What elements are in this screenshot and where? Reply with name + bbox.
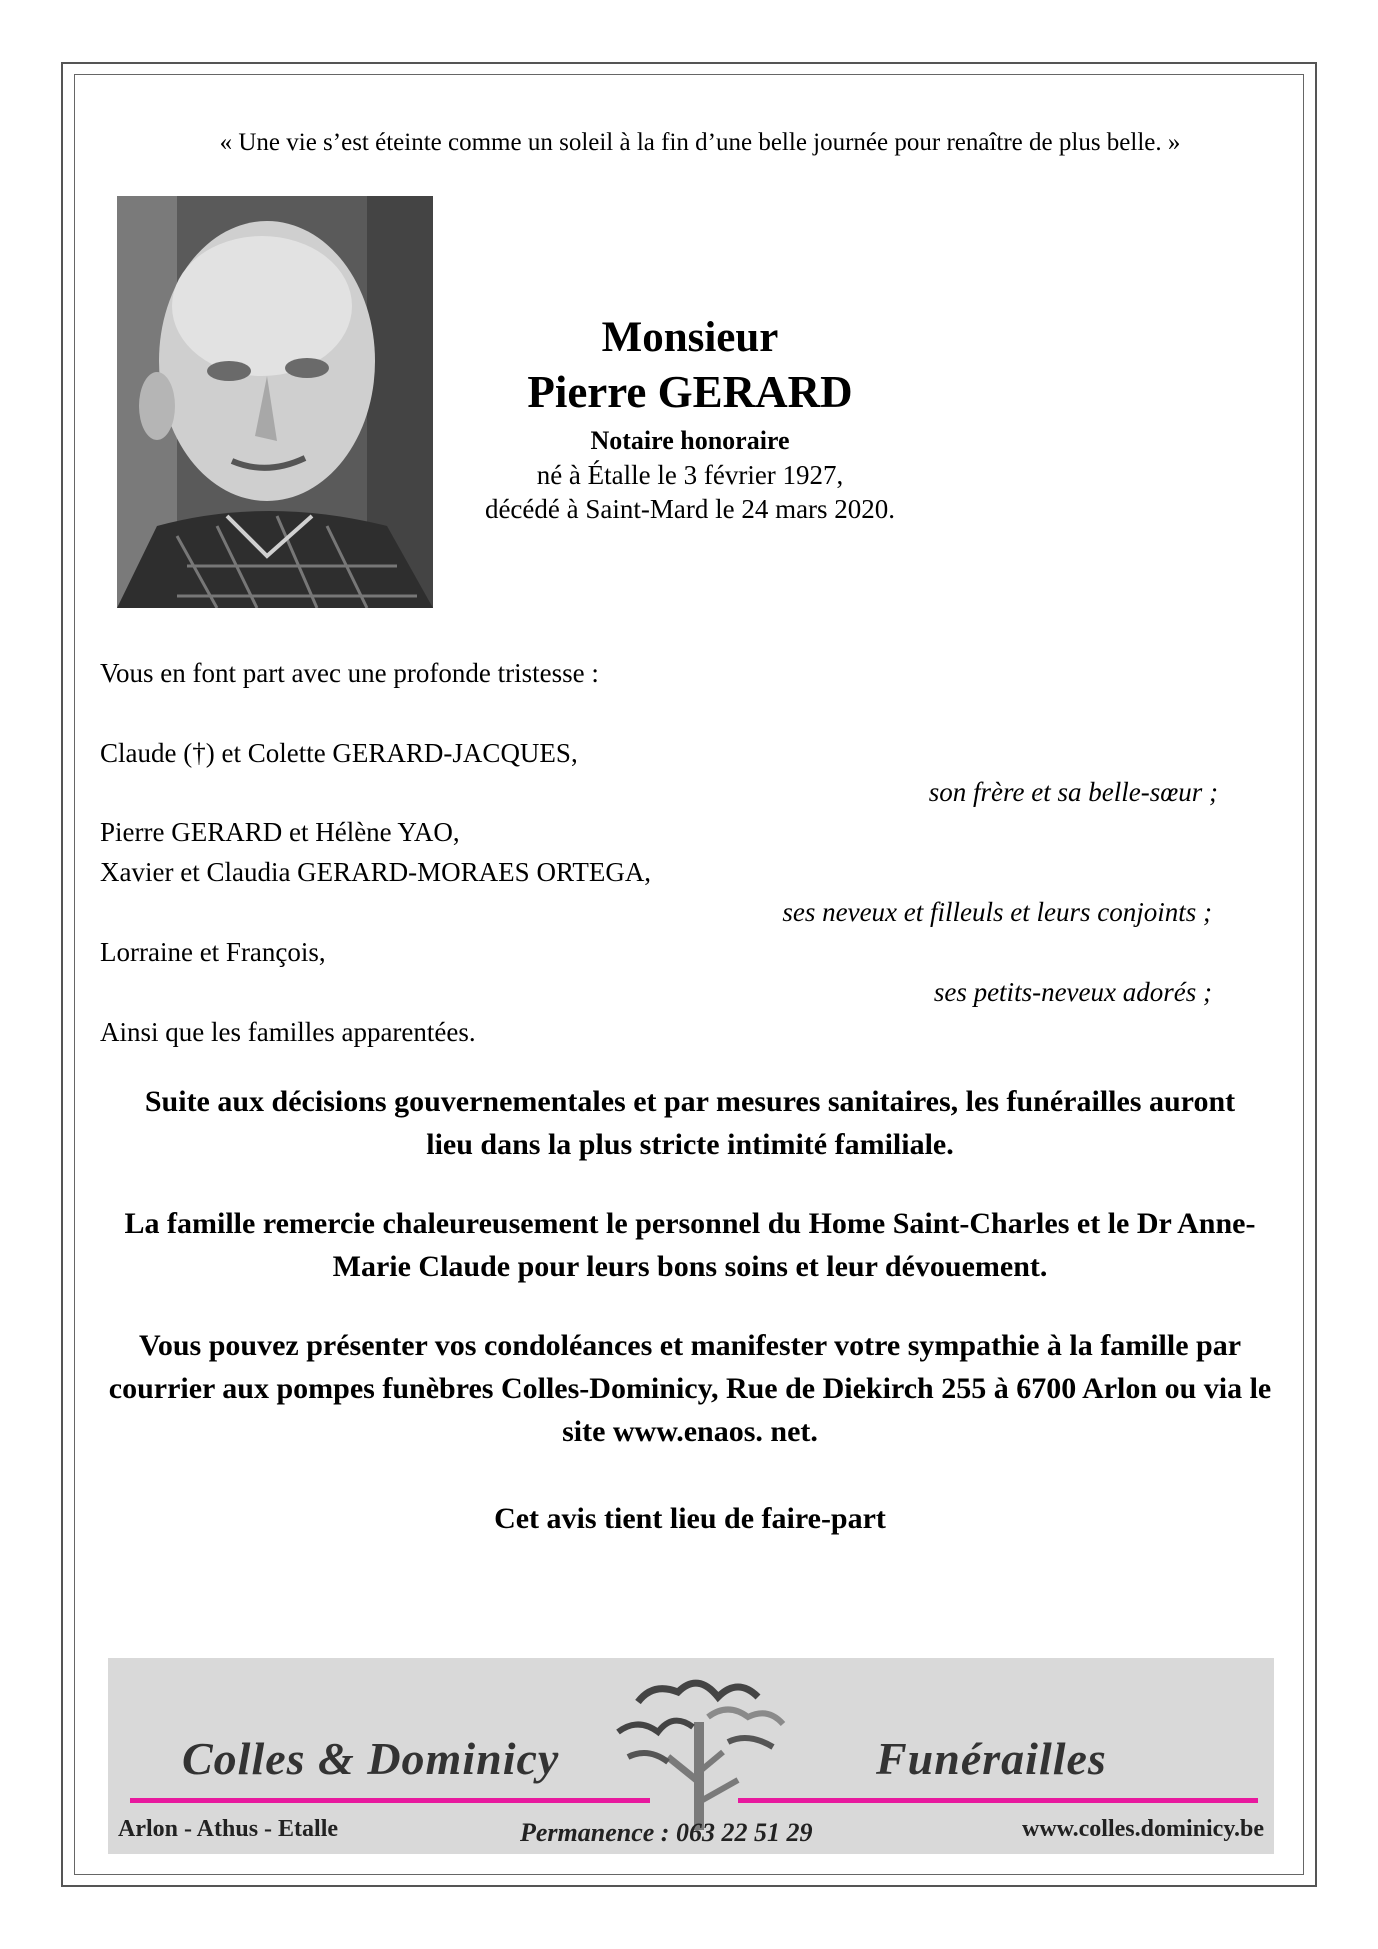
thanks-notice: La famille remercie chaleureusement le personnel du Home Saint-Charles et le Dr Anne-Marie Claude pour leurs bons soins et leur dévouement. bbox=[124, 1207, 1256, 1283]
relation-line: son frère et sa belle-sœur ; bbox=[928, 777, 1218, 807]
family-name-line: Lorraine et François, bbox=[100, 937, 326, 967]
portrait-photo bbox=[117, 196, 433, 608]
brand-name: Colles & Dominicy bbox=[182, 1733, 560, 1784]
accent-rule-right bbox=[738, 1798, 1258, 1803]
birth-line: né à Étalle le 3 février 1927, bbox=[536, 460, 844, 490]
phone-number: Permanence : 063 22 51 29 bbox=[520, 1818, 813, 1847]
accent-rule-left bbox=[130, 1798, 650, 1803]
relation-line: ses petits-neveux adorés ; bbox=[933, 977, 1212, 1007]
relation-line: ses neveux et filleuls et leurs conjoints ; bbox=[782, 897, 1212, 927]
brand-tagline: Funérailles bbox=[876, 1733, 1107, 1784]
tree-icon bbox=[598, 1662, 798, 1834]
civility: Monsieur bbox=[601, 314, 779, 361]
family-name-line: Xavier et Claudia GERARD-MORAES ORTEGA, bbox=[100, 857, 652, 887]
deceased-name: Pierre GERARD bbox=[527, 367, 853, 417]
epitaph-quote: « Une vie s’est éteinte comme un soleil à la fin d’une belle journée pour renaître de plus belle. » bbox=[219, 129, 1181, 156]
towns-list: Arlon - Athus - Etalle bbox=[118, 1816, 339, 1842]
profession: Notaire honoraire bbox=[590, 426, 790, 455]
portrait-silhouette bbox=[117, 196, 433, 608]
condolences-notice: Vous pouvez présenter vos condoléances et manifester votre sympathie à la famille par courrier aux pompes funèbres Colles-Dominicy, Rue de Diekirch 255 à 6700 Arlon ou via le site www.enaos. net. bbox=[108, 1329, 1272, 1448]
intro-line: Vous en font part avec une profonde tristesse : bbox=[100, 658, 599, 688]
deceased-header bbox=[420, 312, 960, 526]
closing-line: Ainsi que les familles apparentées. bbox=[100, 1017, 476, 1047]
family-name-line: Claude (†) et Colette GERARD-JACQUES, bbox=[100, 738, 578, 768]
website-link[interactable]: www.colles.dominicy.be bbox=[1021, 1816, 1264, 1842]
death-line: décédé à Saint-Mard le 24 mars 2020. bbox=[484, 494, 896, 524]
funeral-notice: Suite aux décisions gouvernementales et par mesures sanitaires, les funérailles auront lieu dans la plus stricte intimité familiale. bbox=[144, 1085, 1236, 1161]
funeral-home-banner bbox=[108, 1658, 1274, 1854]
family-name-line: Pierre GERARD et Hélène YAO, bbox=[100, 817, 460, 847]
faire-part-notice: Cet avis tient lieu de faire-part bbox=[494, 1502, 886, 1535]
